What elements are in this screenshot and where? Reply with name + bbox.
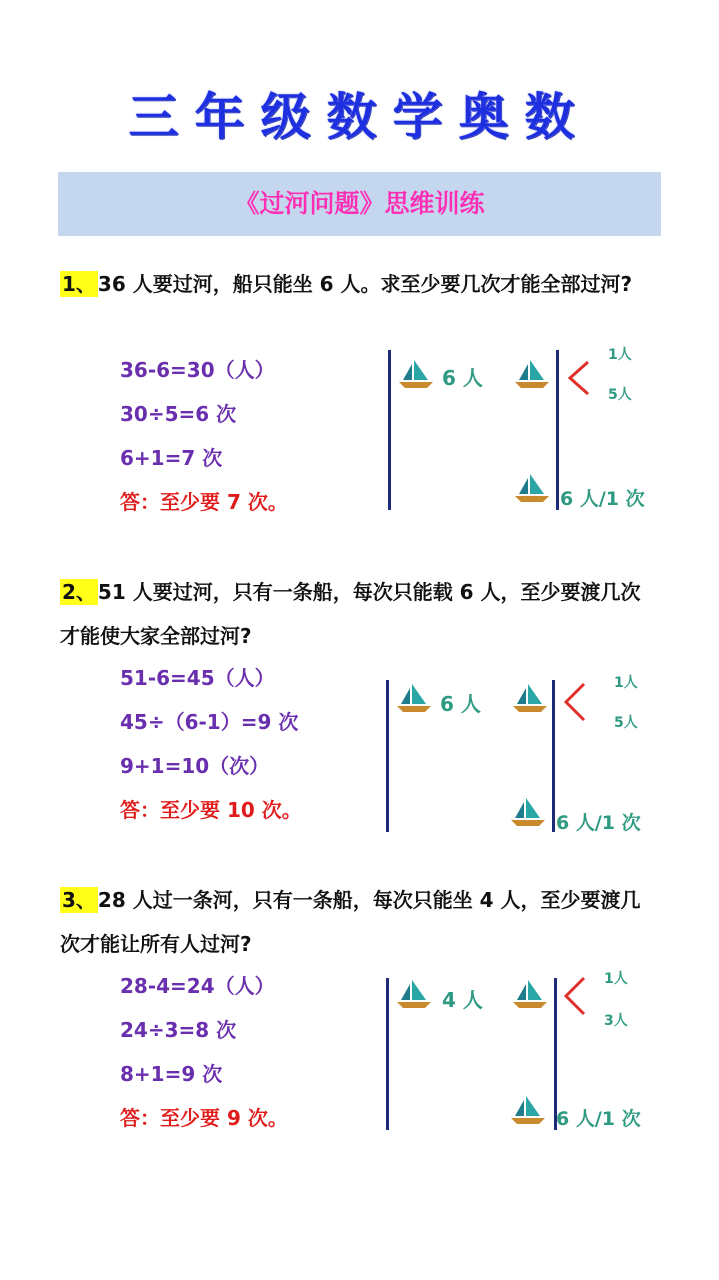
sailboat-icon (510, 978, 550, 1010)
problem-2-answer: 答：至少要 10 次。 (120, 798, 302, 822)
crossing-count-label: 3人 (604, 1013, 628, 1029)
split-bracket-icon (562, 976, 588, 1016)
problem-1-step-3: 6+1=7 次 (120, 446, 223, 470)
sailboat-icon (394, 978, 434, 1010)
problem-1-solution (120, 348, 288, 524)
problem-1-text: 36 人要过河，船只能坐 6 人。求至少要几次才能全部过河? (97, 272, 633, 296)
sailboat-icon (394, 682, 434, 714)
sailboat-icon (396, 358, 436, 390)
problem-1-diagram (370, 340, 690, 520)
problem-2-diagram (370, 666, 690, 846)
problem-3-diagram (370, 964, 690, 1144)
returning-count-label: 1人 (604, 971, 628, 987)
left-bank-line (388, 350, 391, 510)
problem-3-statement (60, 878, 660, 966)
problem-2-step-1: 51-6=45（人） (120, 666, 275, 690)
subtitle-text: 《过河问题》思维训练 (234, 189, 485, 218)
page-title: 三年级数学奥数 (128, 88, 591, 146)
problem-2-step-2: 45÷（6-1）=9 次 (120, 710, 299, 734)
boat-capacity-label: 4 人 (442, 988, 483, 1012)
problem-1-step-1: 36-6=30（人） (120, 358, 275, 382)
problem-3-step-3: 8+1=9 次 (120, 1062, 223, 1086)
problem-1-step-2: 30÷5=6 次 (120, 402, 237, 426)
right-bank-line (556, 350, 559, 510)
problem-1-statement (60, 262, 660, 306)
boat-capacity-label: 6 人 (440, 692, 481, 716)
split-bracket-icon (562, 682, 588, 722)
problem-3-answer: 答：至少要 9 次。 (120, 1106, 288, 1130)
left-bank-line (386, 680, 389, 832)
returning-count-label: 1人 (614, 675, 638, 691)
problem-2-text: 51 人要过河，只有一条船，每次只能载 6 人，至少要渡几次才能使大家全部过河? (60, 580, 641, 648)
boat-capacity-label: 6 人 (442, 366, 483, 390)
sailboat-icon (508, 1094, 548, 1126)
final-trip-label: 6 人/1 次 (556, 812, 641, 834)
problem-2-number: 2、 (62, 580, 96, 604)
returning-count-label: 1人 (608, 347, 632, 363)
split-bracket-icon (566, 360, 592, 396)
problem-3-number: 3、 (62, 888, 96, 912)
right-bank-line (552, 680, 555, 832)
final-trip-label: 6 人/1 次 (560, 488, 645, 510)
sailboat-icon (512, 472, 552, 504)
problem-1-number: 1、 (62, 272, 96, 296)
problem-1-answer: 答：至少要 7 次。 (120, 490, 288, 514)
problem-3-step-2: 24÷3=8 次 (120, 1018, 237, 1042)
problem-3-step-1: 28-4=24（人） (120, 974, 275, 998)
final-trip-label: 6 人/1 次 (556, 1108, 641, 1130)
problem-3-text: 28 人过一条河，只有一条船，每次只能坐 4 人，至少要渡几次才能让所有人过河? (60, 888, 641, 956)
crossing-count-label: 5人 (614, 715, 638, 731)
problem-3-solution (120, 964, 288, 1140)
sailboat-icon (508, 796, 548, 828)
left-bank-line (386, 978, 389, 1130)
problem-2-step-3: 9+1=10（次） (120, 754, 270, 778)
sailboat-icon (510, 682, 550, 714)
subtitle-banner (58, 172, 661, 236)
sailboat-icon (512, 358, 552, 390)
problem-2-statement (60, 570, 660, 658)
crossing-count-label: 5人 (608, 387, 632, 403)
problem-2-solution (120, 656, 302, 832)
